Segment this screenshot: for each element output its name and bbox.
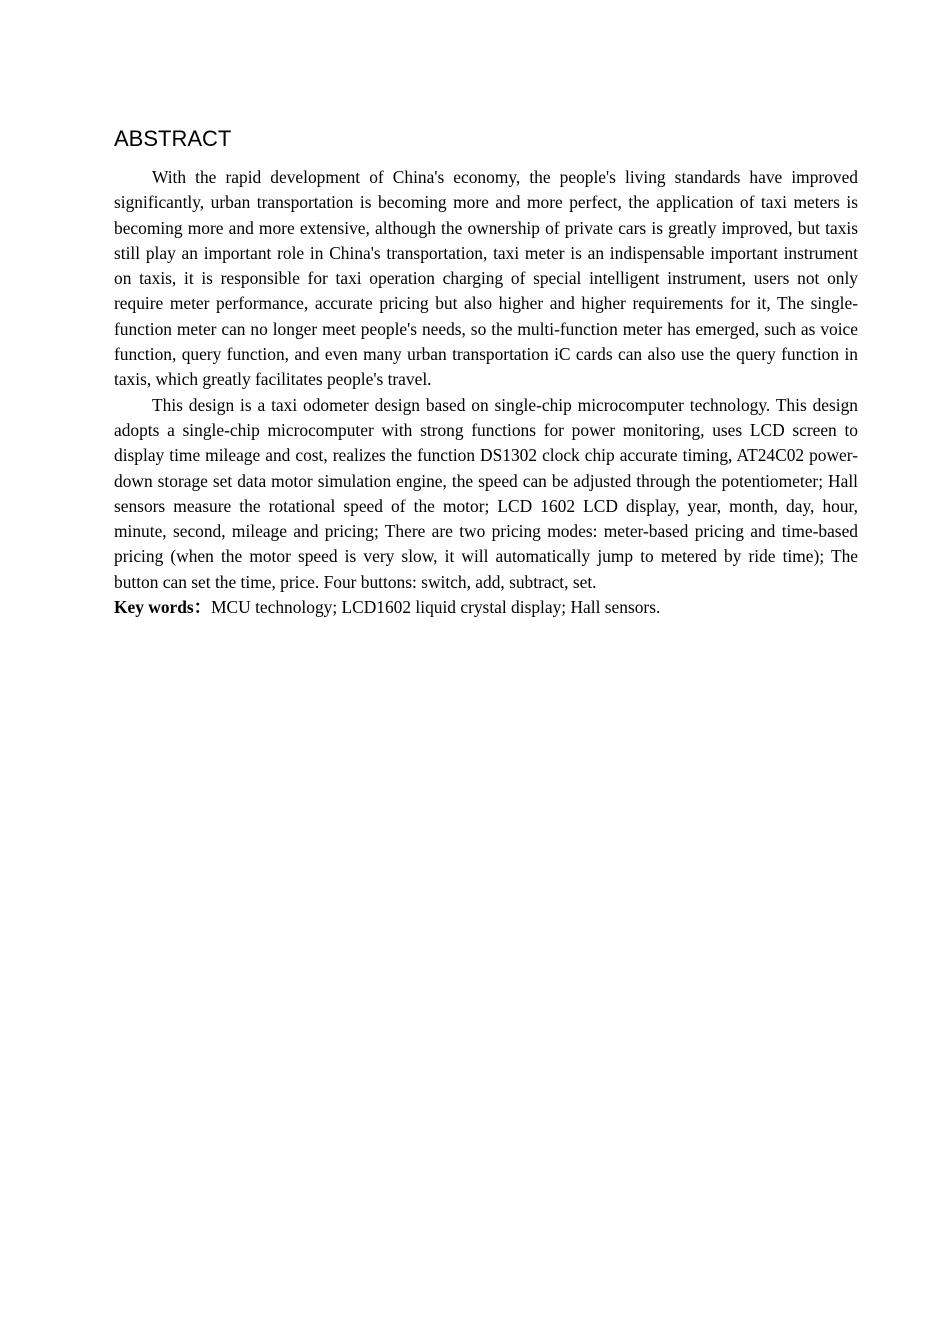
keywords-label: Key words：: [114, 597, 212, 618]
abstract-paragraph-2: This design is a taxi odometer design based on single-chip microcomputer technology. This design adopts a single-chip microcomputer with strong functions for power monitoring, uses LCD screen to display time mileage and cost, realizes the function DS1302 clock chip accurate timing, AT24C02 power-down storage set data motor simulation engine, the speed can be adjusted through the potentiometer; Hall sensors measure the rotational speed of the motor; LCD 1602 LCD display, year, month, day, hour, minute, second, mileage and pricing; There are two pricing modes: meter-based pricing and time-based pricing (when the motor speed is very slow, it will automatically jump to metered by ride time); The button can set the time, price. Four buttons: switch, add, subtract, set.: [114, 394, 858, 592]
keywords-line: [114, 595, 858, 620]
document-page: [114, 124, 858, 620]
abstract-heading: ABSTRACT: [114, 126, 232, 151]
keywords-text: MCU technology; LCD1602 liquid crystal display; Hall sensors.: [211, 597, 661, 618]
abstract-paragraph-1: With the rapid development of China's economy, the people's living standards have improved significantly, urban transportation is becoming more and more perfect, the application of taxi meters is becoming more and more extensive, although the ownership of private cars is greatly improved, but taxis still play an important role in China's transportation, taxi meter is an indispensable important instrument on taxis, it is responsible for taxi operation charging of special intelligent instrument, users not only require meter performance, accurate pricing but also higher and higher requirements for it, The single-function meter can no longer meet people's needs, so the multi-function meter has emerged, such as voice function, query function, and even many urban transportation iC cards can also use the query function in taxis, which greatly facilitates people's travel.: [114, 167, 858, 390]
